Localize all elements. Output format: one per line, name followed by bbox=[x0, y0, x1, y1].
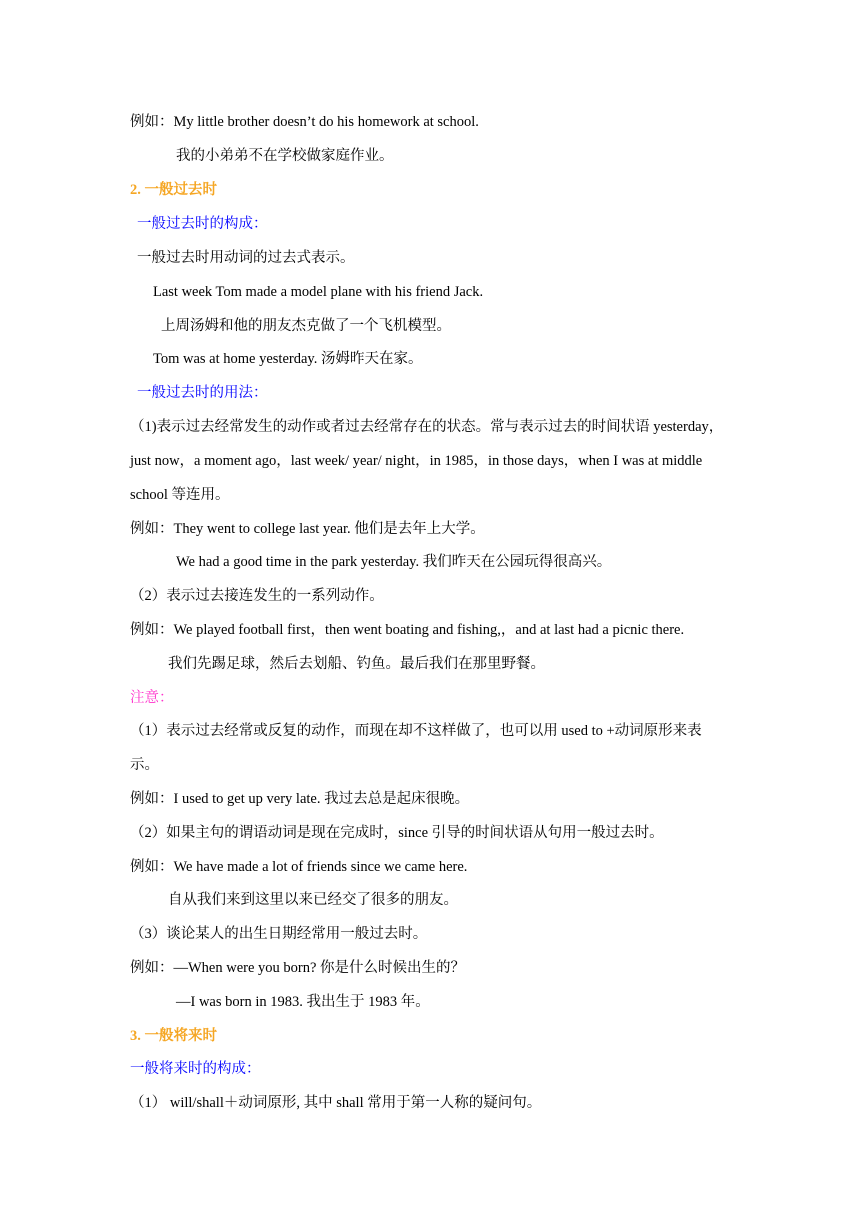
example-line: 例如：My little brother doesn’t do his homework at school. bbox=[130, 114, 479, 130]
example-line: 例如：They went to college last year. 他们是去年上大学。 bbox=[130, 521, 485, 537]
example-translation: 我的小弟弟不在学校做家庭作业。 bbox=[176, 148, 394, 164]
body-text: just now，a moment ago，last week/ year/ night，in 1985，in those days，when I was at middle bbox=[130, 453, 703, 469]
subheading: 一般过去时的构成： bbox=[137, 216, 268, 232]
example-line: 例如：—When were you born? 你是什么时候出生的？ bbox=[130, 960, 466, 976]
example-line: 例如：We have made a lot of friends since we came here. bbox=[130, 859, 468, 875]
subheading: 一般将来时的构成： bbox=[130, 1061, 261, 1077]
body-text: （2）如果主句的谓语动词是现在完成时，since 引导的时间状语从句用一般过去时。 bbox=[130, 825, 664, 841]
body-text: （2）表示过去接连发生的一系列动作。 bbox=[130, 588, 384, 604]
example-line: Last week Tom made a model plane with his friend Jack. bbox=[153, 284, 484, 300]
body-text: 示。 bbox=[130, 757, 159, 773]
example-line: Tom was at home yesterday. 汤姆昨天在家。 bbox=[153, 351, 423, 367]
example-line: We had a good time in the park yesterday. 我们昨天在公园玩得很高兴。 bbox=[176, 554, 612, 570]
note-label: 注意： bbox=[130, 690, 174, 706]
body-text: （1)表示过去经常发生的动作或者过去经常存在的状态。常与表示过去的时间状语 yesterday， bbox=[130, 419, 724, 435]
body-text: （3）谈论某人的出生日期经常用一般过去时。 bbox=[130, 926, 428, 942]
example-translation: 自从我们来到这里以来已经交了很多的朋友。 bbox=[168, 892, 458, 908]
subheading: 一般过去时的用法： bbox=[137, 385, 268, 401]
body-text: 一般过去时用动词的过去式表示。 bbox=[137, 250, 355, 266]
body-text: （1）表示过去经常或反复的动作，而现在却不这样做了，也可以用 used to +动词原形来表 bbox=[130, 723, 702, 739]
example-line: —I was born in 1983. 我出生于 1983 年。 bbox=[176, 994, 430, 1010]
example-line: 例如：We played football first，then went boating and fishing,，and at last had a picnic there. bbox=[130, 622, 685, 638]
example-translation: 上周汤姆和他的朋友杰克做了一个飞机模型。 bbox=[161, 318, 451, 334]
section-heading: 2. 一般过去时 bbox=[130, 182, 217, 198]
example-translation: 我们先踢足球，然后去划船、钓鱼。最后我们在那里野餐。 bbox=[168, 656, 545, 672]
example-line: 例如：I used to get up very late. 我过去总是起床很晚。 bbox=[130, 791, 470, 807]
body-text: （1） will/shall＋动词原形, 其中 shall 常用于第一人称的疑问句。 bbox=[130, 1095, 542, 1111]
section-heading: 3. 一般将来时 bbox=[130, 1028, 217, 1044]
body-text: school 等连用。 bbox=[130, 487, 230, 503]
